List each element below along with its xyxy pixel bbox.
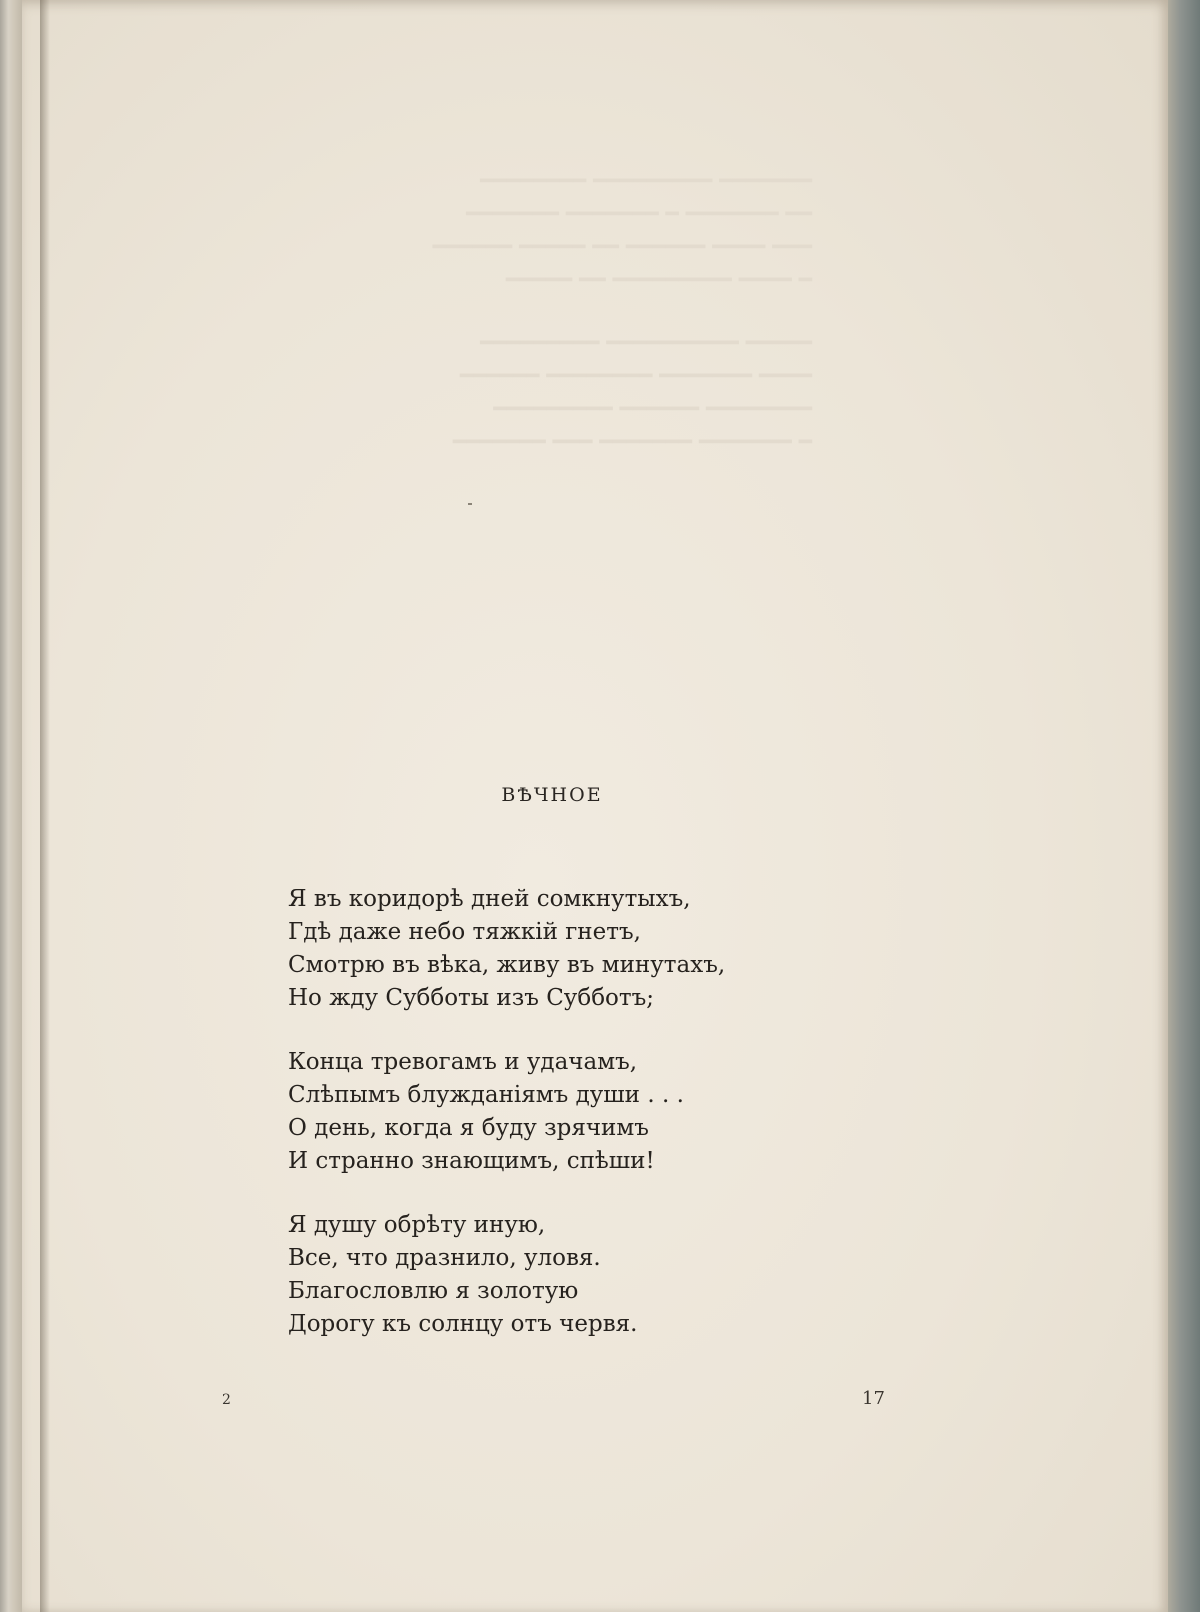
poem-line: Гдѣ даже небо тяжкій гнетъ, xyxy=(288,919,641,945)
paper-page xyxy=(22,0,1168,1612)
poem-line: Я въ коридорѣ дней сомкнутыхъ, xyxy=(288,886,691,912)
ink-speck xyxy=(468,503,472,505)
poem-line: Дорогу къ солнцу отъ червя. xyxy=(288,1311,638,1337)
stanza-1 xyxy=(288,883,848,1015)
poem-line: И странно знающимъ, спѣши! xyxy=(288,1148,655,1174)
poem-line: Благословлю я золотую xyxy=(288,1278,579,1304)
poem-line: Конца тревогамъ и удачамъ, xyxy=(288,1049,638,1075)
gutter-shadow xyxy=(40,0,50,1612)
poem-line: Я душу обрѣту иную, xyxy=(288,1212,546,1238)
poem-body xyxy=(288,883,848,1341)
poem-line: Смотрю въ вѣка, живу въ минутахъ, xyxy=(288,952,726,978)
poem-line: Слѣпымъ блужданіямъ души . . . xyxy=(288,1082,684,1108)
poem-line: Но жду Субботы изъ Субботъ; xyxy=(288,985,654,1011)
poem-line: Все, что дразнило, уловя. xyxy=(288,1245,601,1271)
book-spine-edge xyxy=(0,0,24,1612)
poem-line: О день, когда я буду зрячимъ xyxy=(288,1115,649,1141)
signature-mark: 2 xyxy=(222,1392,231,1408)
poem-title: ВѢЧНОЕ xyxy=(501,784,603,806)
stanza-3 xyxy=(288,1209,848,1341)
stanza-2 xyxy=(288,1046,848,1178)
page-number: 17 xyxy=(862,1388,885,1409)
book-cover-edge xyxy=(1164,0,1200,1612)
show-through-text: ━━━━━━━ ━━━━━━━━━ ━━━━━━━━ ━━ ━━━━━━━ ━ ━━━━━━━ ━━━━━━━ ━━━ ━━━━ ━━━━━━ ━━ ━━━━━ ━━━━━━ ━ ━━━━ ━━━━━━━━━ ━━ ━━━━━ ━━━━━ ━━━━━━━━━━ ━━━━━━━━━ ━━━━ ━━━━━━━ ━━━━━━━━ ━━━━━━ ━━━━━━━━ ━━━━━━ ━━━━━━━━━ ━ ━━━━━━━ ━━━━━━━ ━━━ ━━━━━━━ xyxy=(432,169,812,455)
